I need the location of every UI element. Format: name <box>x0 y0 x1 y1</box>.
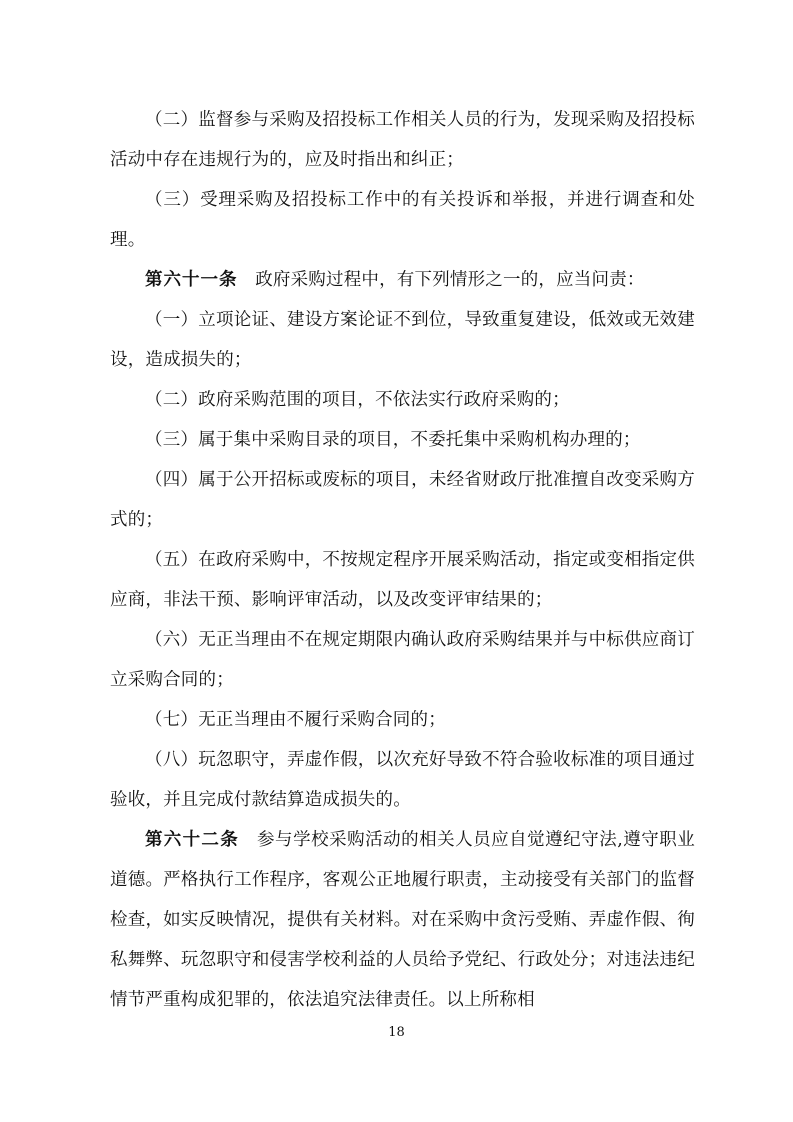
paragraph <box>110 180 695 260</box>
paragraph <box>110 540 695 620</box>
paragraph-text: （七）无正当理由不履行采购合同的； <box>145 710 446 730</box>
page-number: 18 <box>388 1025 405 1040</box>
paragraph <box>110 700 695 740</box>
paragraph-text: （二）政府采购范围的项目，不依法实行政府采购的； <box>145 390 570 410</box>
paragraph <box>110 620 695 700</box>
article-paragraph <box>110 820 695 1020</box>
paragraph <box>110 460 695 540</box>
paragraph-text: （四）属于公开招标或废标的项目，未经省财政厅批准擅自改变采购方式的； <box>110 470 695 530</box>
paragraph <box>110 100 695 180</box>
paragraph-text: （二）监督参与采购及招投标工作相关人员的行为，发现采购及招投标活动中存在违规行为的，应及时指出和纠正； <box>110 110 695 170</box>
article-heading: 第六十二条 <box>145 830 240 850</box>
article-paragraph <box>110 260 695 300</box>
paragraph-text: （八）玩忽职守，弄虚作假，以次充好导致不符合验收标准的项目通过验收，并且完成付款结算造成损失的。 <box>110 750 695 810</box>
paragraph-text: （五）在政府采购中，不按规定程序开展采购活动，指定或变相指定供应商，非法干预、影响评审活动，以及改变评审结果的； <box>110 550 695 610</box>
paragraph-text: （一）立项论证、建设方案论证不到位，导致重复建设，低效或无效建设，造成损失的； <box>110 310 695 370</box>
paragraph <box>110 740 695 820</box>
paragraph-text: 参与学校采购活动的相关人员应自觉遵纪守法,遵守职业道德。严格执行工作程序，客观公正地履行职责，主动接受有关部门的监督检查，如实反映情况，提供有关材料。对在采购中贪污受贿、弄虚作假、徇私舞弊、玩忽职守和侵害学校利益的人员给予党纪、行政处分；对违法违纪情节严重构成犯罪的，依法追究法律责任。以上所称相 <box>110 830 696 1010</box>
paragraph-text: 政府采购过程中，有下列情形之一的，应当问责： <box>237 270 645 290</box>
paragraph-text: （六）无正当理由不在规定期限内确认政府采购结果并与中标供应商订立采购合同的； <box>110 630 695 690</box>
paragraph <box>110 380 695 420</box>
paragraph <box>110 300 695 380</box>
document-body <box>110 100 695 1020</box>
article-heading: 第六十一条 <box>145 270 238 290</box>
paragraph-text: （三）受理采购及招投标工作中的有关投诉和举报，并进行调查和处理。 <box>110 190 695 250</box>
paragraph <box>110 420 695 460</box>
paragraph-text: （三）属于集中采购目录的项目，不委托集中采购机构办理的； <box>145 430 641 450</box>
